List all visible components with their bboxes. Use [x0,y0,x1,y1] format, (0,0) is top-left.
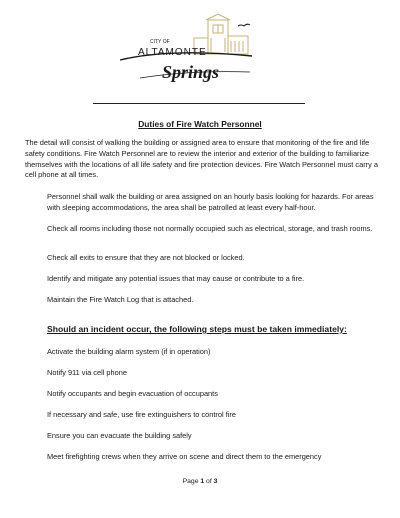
total-pages-number: 3 [213,478,218,485]
intro-paragraph: The detail will consist of walking the building or assigned area to ensure that monitoring of the fire and life safety conditions. Fire Watch Personnel are to review the interior and exterior of the building to familiarize themselves with the locations of all life safety and fire protection devices. Fire Watch Personnel must carry a cell phone at all times. [25,138,378,180]
of-word: of [206,478,212,485]
page-footer [0,478,400,485]
incident-step: Activate the building alarm system (if in operation) [47,347,211,356]
document-title: Duties of Fire Watch Personnel [138,119,262,129]
incident-step: Notify occupants and begin evacuation of occupants [47,389,218,398]
city-logo [110,12,260,92]
incident-step: If necessary and safe, use fire extinguishers to control fire [47,410,236,419]
duty-item: Personnel shall walk the building or area assigned on an hourly basis looking for hazards. For areas with sleeping accommodations, the area shall be patrolled at least every half-hour. [47,192,374,212]
incident-step: Notify 911 via cell phone [47,368,127,377]
header-divider [93,103,305,104]
page-word: Page [182,478,199,485]
incident-step: Meet firefighting crews when they arrive on scene and direct them to the emergency [47,452,322,461]
logo-city-of: CITY OF [150,39,170,45]
current-page-number: 1 [200,478,205,485]
incident-heading: Should an incident occur, the following steps must be taken immediately: [47,324,347,334]
incident-step: Ensure you can evacuate the building safely [47,431,192,440]
duty-item: Check all rooms including those not normally occupied such as electrical, storage, and trash rooms. [47,224,373,233]
logo-springs: Springs [162,62,220,82]
duty-item: Maintain the Fire Watch Log that is attached. [47,295,194,304]
duty-item: Check all exits to ensure that they are not blocked or locked. [47,253,245,262]
logo-altamonte: ALTAMONTE [138,47,207,58]
city-hall-emblem [110,12,260,92]
duty-item: Identify and mitigate any potential issues that may cause or contribute to a fire. [47,274,305,283]
